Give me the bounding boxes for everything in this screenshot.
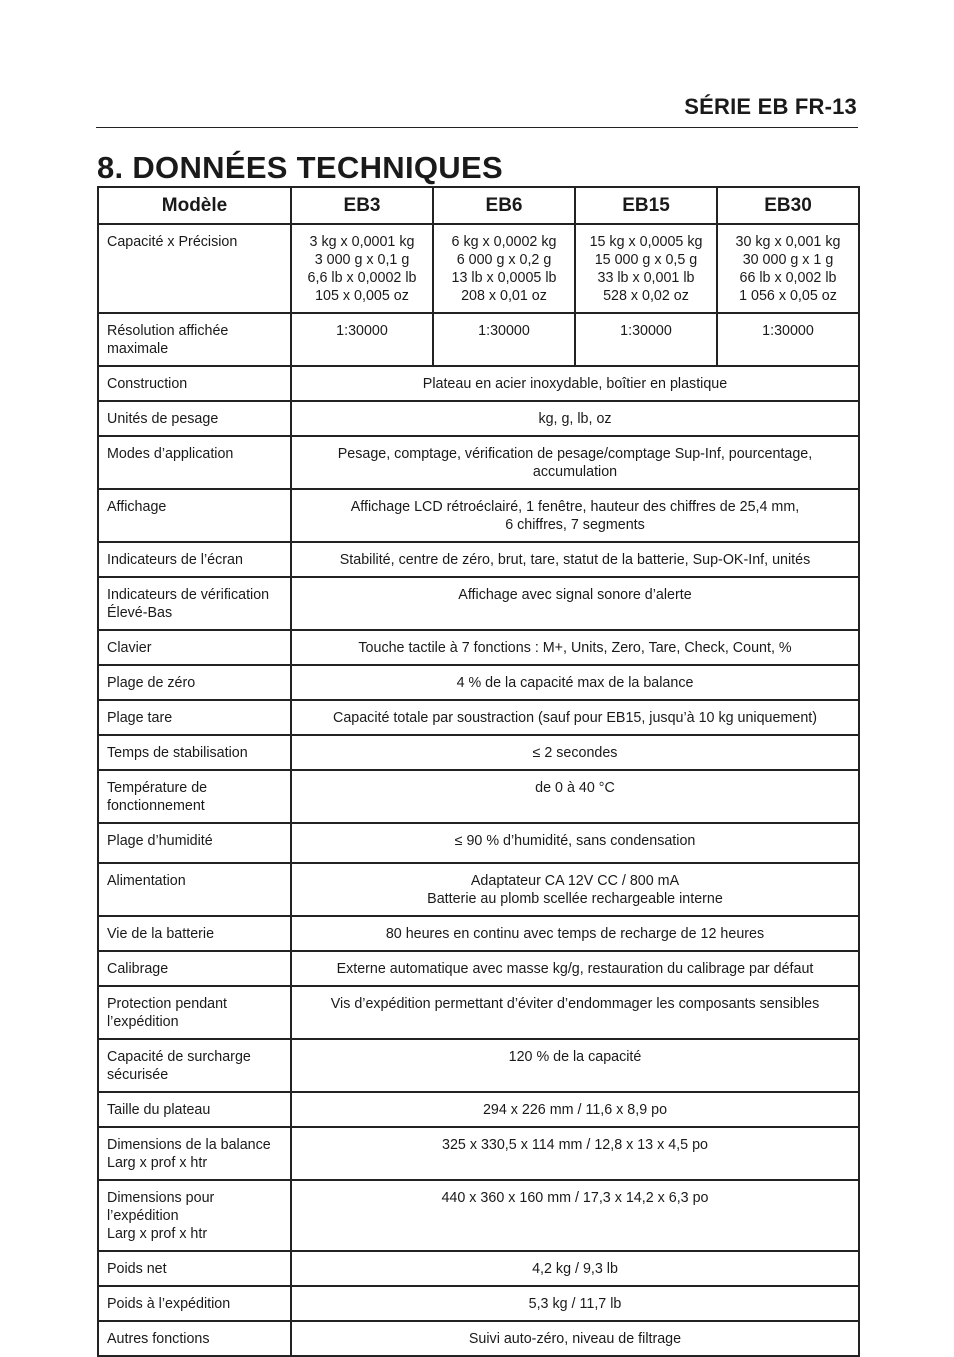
table-row [98,665,859,700]
spec-value: de 0 à 40 °C [291,770,859,823]
spec-value: 5,3 kg / 11,7 lb [291,1286,859,1321]
table-row [98,863,859,916]
spec-value-cell: 15 kg x 0,0005 kg 15 000 g x 0,5 g 33 lb x 0,001 lb 528 x 0,02 oz [575,224,717,313]
spec-label: Clavier [98,630,291,665]
table-row [98,224,859,313]
table-row [98,313,859,366]
table-row [98,1180,859,1251]
spec-label: Vie de la batterie [98,916,291,951]
table-row [98,1127,859,1180]
spec-value-cell: 1:30000 [575,313,717,366]
table-row [98,1251,859,1286]
spec-label: Dimensions de la balance Larg x prof x htr [98,1127,291,1180]
table-row [98,366,859,401]
spec-label: Capacité x Précision [98,224,291,313]
column-header-eb30: EB30 [717,187,859,224]
spec-value: kg, g, lb, oz [291,401,859,436]
spec-label: Résolution affichée maximale [98,313,291,366]
spec-label: Dimensions pour l’expédition Larg x prof x htr [98,1180,291,1251]
spec-value-cell: 6 kg x 0,0002 kg 6 000 g x 0,2 g 13 lb x 0,0005 lb 208 x 0,01 oz [433,224,575,313]
spec-value: 4 % de la capacité max de la balance [291,665,859,700]
page-header-series: SÉRIE EB FR-13 [684,94,857,119]
spec-label: Autres fonctions [98,1321,291,1356]
spec-value: 440 x 360 x 160 mm / 17,3 x 14,2 x 6,3 po [291,1180,859,1251]
spec-value: 294 x 226 mm / 11,6 x 8,9 po [291,1092,859,1127]
table-row [98,401,859,436]
spec-value: ≤ 90 % d’humidité, sans condensation [291,823,859,863]
spec-value: Pesage, comptage, vérification de pesage/comptage Sup-Inf, pourcentage, accumulation [291,436,859,489]
table-row [98,770,859,823]
spec-value: ≤ 2 secondes [291,735,859,770]
spec-value: Touche tactile à 7 fonctions : M+, Units, Zero, Tare, Check, Count, % [291,630,859,665]
table-row [98,1321,859,1356]
spec-label: Taille du plateau [98,1092,291,1127]
spec-value: Adaptateur CA 12V CC / 800 mA Batterie au plomb scellée rechargeable interne [291,863,859,916]
spec-value: Externe automatique avec masse kg/g, restauration du calibrage par défaut [291,951,859,986]
spec-label: Indicateurs de vérification Élevé-Bas [98,577,291,630]
spec-label: Modes d’application [98,436,291,489]
column-header-model: Modèle [98,187,291,224]
table-row [98,1039,859,1092]
spec-value: Plateau en acier inoxydable, boîtier en plastique [291,366,859,401]
table-row [98,1092,859,1127]
column-header-eb6: EB6 [433,187,575,224]
spec-value-cell: 1:30000 [433,313,575,366]
table-row [98,489,859,542]
spec-value-cell: 1:30000 [717,313,859,366]
spec-value: Vis d’expédition permettant d’éviter d’endommager les composants sensibles [291,986,859,1039]
spec-label: Construction [98,366,291,401]
spec-label: Plage tare [98,700,291,735]
spec-value-cell: 30 kg x 0,001 kg 30 000 g x 1 g 66 lb x 0,002 lb 1 056 x 0,05 oz [717,224,859,313]
spec-label: Plage de zéro [98,665,291,700]
spec-label: Poids à l’expédition [98,1286,291,1321]
table-row [98,436,859,489]
spec-label: Plage d’humidité [98,823,291,863]
table-row [98,577,859,630]
spec-label: Affichage [98,489,291,542]
spec-label: Unités de pesage [98,401,291,436]
table-body [98,224,859,1356]
table-row [98,823,859,863]
table-row [98,630,859,665]
spec-value: 120 % de la capacité [291,1039,859,1092]
table-row [98,986,859,1039]
table-row [98,700,859,735]
column-header-eb3: EB3 [291,187,433,224]
spec-label: Calibrage [98,951,291,986]
spec-value-cell: 3 kg x 0,0001 kg 3 000 g x 0,1 g 6,6 lb x 0,0002 lb 105 x 0,005 oz [291,224,433,313]
header-rule [96,127,858,128]
spec-label: Capacité de surcharge sécurisée [98,1039,291,1092]
spec-label: Temps de stabilisation [98,735,291,770]
table-row [98,735,859,770]
spec-value: Affichage avec signal sonore d’alerte [291,577,859,630]
spec-value: 4,2 kg / 9,3 lb [291,1251,859,1286]
table-row [98,542,859,577]
spec-value: Capacité totale par soustraction (sauf pour EB15, jusqu’à 10 kg uniquement) [291,700,859,735]
specifications-table [97,186,860,1357]
table-header-row [98,187,859,224]
spec-value-cell: 1:30000 [291,313,433,366]
table-row [98,916,859,951]
table-row [98,951,859,986]
spec-label: Poids net [98,1251,291,1286]
spec-value: 325 x 330,5 x 114 mm / 12,8 x 13 x 4,5 po [291,1127,859,1180]
column-header-eb15: EB15 [575,187,717,224]
spec-label: Protection pendant l’expédition [98,986,291,1039]
table-row [98,1286,859,1321]
spec-label: Indicateurs de l’écran [98,542,291,577]
section-title: 8. DONNÉES TECHNIQUES [97,150,503,185]
spec-value: 80 heures en continu avec temps de recharge de 12 heures [291,916,859,951]
spec-label: Température de fonctionnement [98,770,291,823]
spec-value: Stabilité, centre de zéro, brut, tare, statut de la batterie, Sup-OK-Inf, unités [291,542,859,577]
spec-value: Suivi auto-zéro, niveau de filtrage [291,1321,859,1356]
spec-value: Affichage LCD rétroéclairé, 1 fenêtre, hauteur des chiffres de 25,4 mm, 6 chiffres, 7 segments [291,489,859,542]
spec-label: Alimentation [98,863,291,916]
